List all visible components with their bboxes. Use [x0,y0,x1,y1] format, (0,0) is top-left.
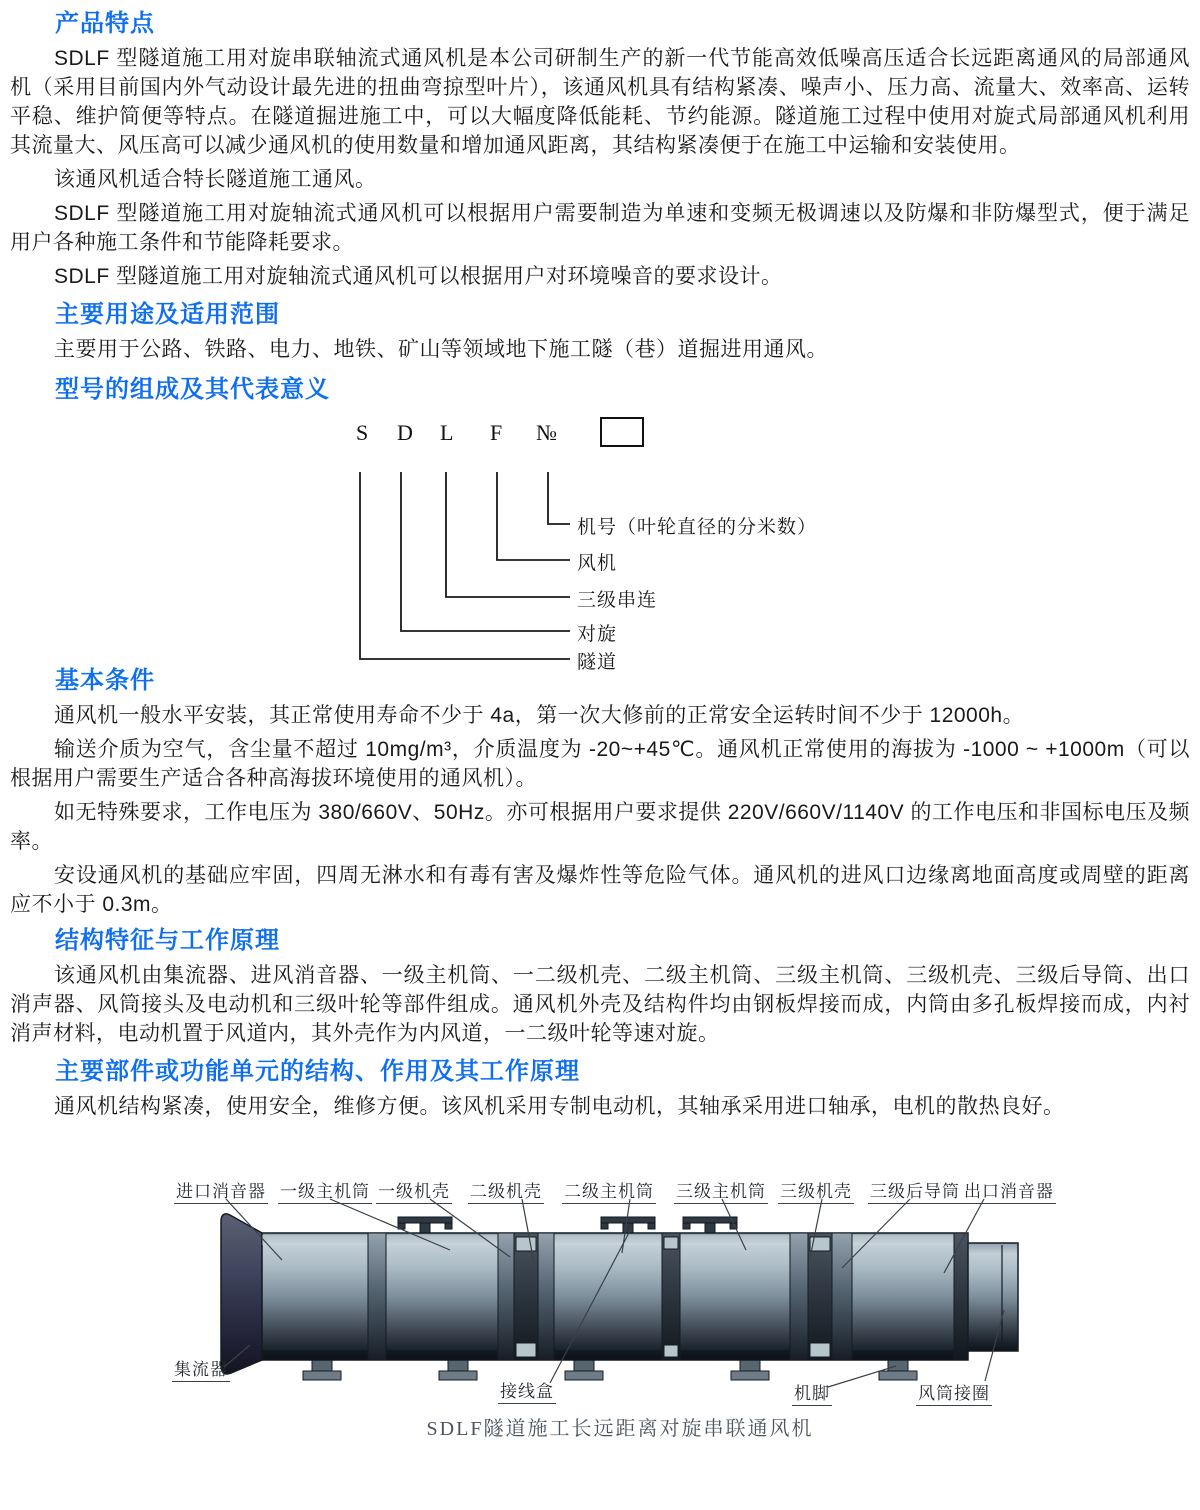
model-letter-f: F [490,420,503,445]
illustration-caption: SDLF隧道施工长远距离对旋串联通风机 [426,1418,814,1440]
label-stage3-main-barrel: 三级主机筒 [674,1177,768,1204]
parts-paragraph: 通风机结构紧凑，使用安全，维修方便。该风机采用专制电动机，其轴承采用进口轴承，电机的散热良好。 [54,1095,1065,1118]
label-junction-box: 接线盒 [498,1377,556,1404]
section-title-model: 型号的组成及其代表意义 [55,376,330,403]
label-stage1-main-barrel: 一级主机筒 [278,1177,372,1204]
model-letter-d: D [397,420,413,445]
label-duct-ring: 风筒接圈 [916,1379,992,1406]
structure-paragraph: 该通风机由集流器、进风消音器、一级主机筒、一二级机壳、二级主机筒、三级主机筒、三级机壳、三级后导筒、出口消声器、风筒接头及电动机和三级叶轮等部件组成。通风机外壳及结构件均由钢板焊接而成，内筒由多孔板焊接而成，内衬消声材料，电动机置于风道内，其外壳作为内风道，一二级叶轮等速对旋。 [10,964,1190,1045]
model-code-diagram [10,410,1190,673]
section-title-basics: 基本条件 [55,667,155,694]
label-machine-foot: 机脚 [792,1379,832,1406]
model-letter-no: № [536,420,557,445]
section-title-features: 产品特点 [55,10,155,37]
features-paragraph-2: 该通风机适合特长隧道施工通风。 [54,168,377,191]
section-title-structure: 结构特征与工作原理 [55,927,280,954]
usage-paragraph: 主要用于公路、铁路、电力、地铁、矿山等领域地下施工隧（巷）道掘进用通风。 [54,338,828,361]
basics-paragraph-1: 通风机一般水平安装，其正常使用寿命不少于 4a，第一次大修前的正常安全运转时间不少于 12000h。 [54,704,1025,727]
basics-paragraph-4: 安设通风机的基础应牢固，四周无淋水和有毒有害及爆炸性等危险气体。通风机的进风口边缘离地面高度或周壁的距离应不小于 0.3m。 [10,864,1190,916]
model-legend-fan: 风机 [577,553,618,574]
label-stage3-casing: 三级机壳 [778,1177,854,1204]
model-letter-l: L [440,420,454,445]
model-legend-counter-rotating: 对旋 [577,624,618,645]
features-paragraph-1: SDLF 型隧道施工用对旋串联轴流式通风机是本公司研制生产的新一代节能高效低噪高压适合长远距离通风的局部通风机（采用目前国内外气动设计最先进的扭曲弯掠型叶片），该通风机具有结构紧凑、噪声小、压力高、流量大、效率高、运转平稳、维护简便等特点。在隧道掘进施工中，可以大幅度降低能耗、节约能源。隧道施工过程中使用对旋式局部通风机利用其流量大、风压高可以减少通风机的使用数量和增加通风距离，其结构紧凑便于在施工中运输和安装使用。 [10,47,1190,157]
label-inlet-silencer: 进口消音器 [174,1177,268,1204]
label-stage2-casing: 二级机壳 [468,1177,544,1204]
label-stage2-main-barrel: 二级主机筒 [562,1177,656,1204]
features-paragraph-3: SDLF 型隧道施工用对旋轴流式通风机可以根据用户需要制造为单速和变频无极调速以及防爆和非防爆型式，便于满足用户各种施工条件和节能降耗要求。 [10,202,1190,254]
section-title-parts: 主要部件或功能单元的结构、作用及其工作原理 [55,1058,580,1085]
basics-paragraph-3: 如无特殊要求，工作电压为 380/660V、50Hz。亦可根据用户要求提供 220V/660V/1140V 的工作电压和非国标电压及频率。 [10,801,1190,853]
model-legend-fan-number: 机号（叶轮直径的分米数） [577,517,818,538]
features-paragraph-4: SDLF 型隧道施工用对旋轴流式通风机可以根据用户对环境噪音的要求设计。 [54,265,783,288]
model-letter-s: S [356,420,369,445]
label-outlet-silencer: 出口消音器 [962,1177,1056,1204]
label-collector: 集流器 [172,1355,230,1382]
fan-structure-illustration [10,1165,1190,1467]
basics-paragraph-2: 输送介质为空气，含尘量不超过 10mg/m³，介质温度为 -20~+45℃。通风机正常使用的海拔为 -1000 ~ +1000m（可以根据用户需要生产适合各种高海拔环境使用的通风机）。 [10,738,1190,790]
label-stage1-casing: 一级机壳 [376,1177,452,1204]
model-legend-tunnel: 隧道 [577,652,618,673]
section-title-usage: 主要用途及适用范围 [55,301,280,328]
model-legend-three-stage: 三级串连 [577,590,658,611]
label-stage3-rear-guide: 三级后导筒 [868,1177,962,1204]
